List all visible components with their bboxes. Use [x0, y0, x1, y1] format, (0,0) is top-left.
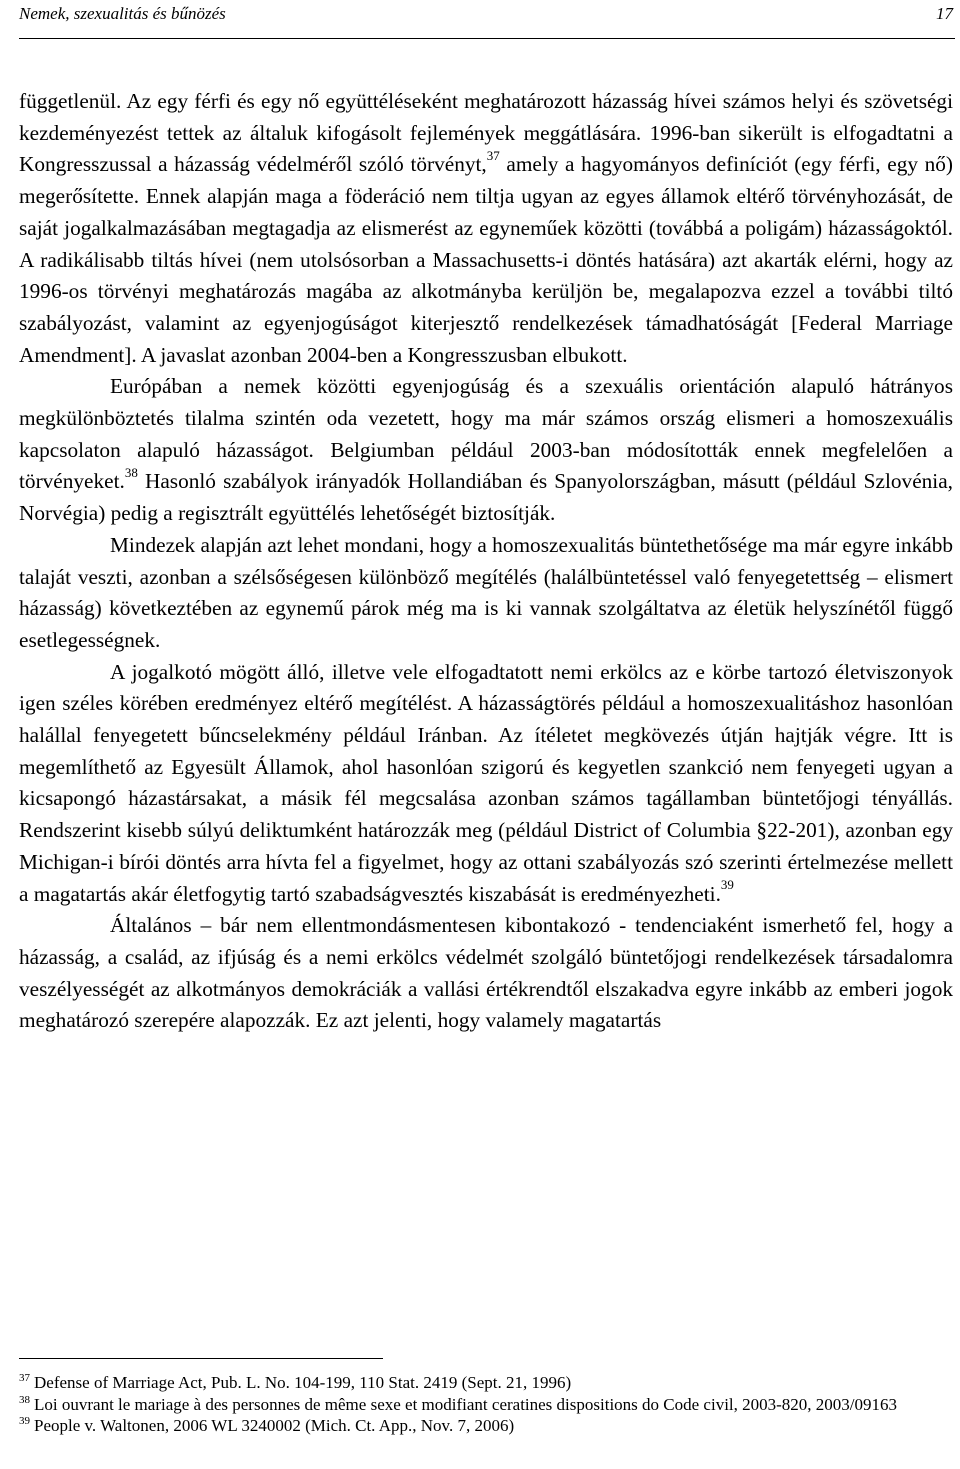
footnote-text: Loi ouvrant le mariage à des personnes de même sexe et modifiant ceratines dispositions do Code civil, 2003-820, 2003/09163: [34, 1394, 898, 1414]
page-number: 17: [936, 4, 953, 23]
footnote-text: People v. Waltonen, 2006 WL 3240002 (Mich. Ct. App., Nov. 7, 2006): [34, 1416, 515, 1435]
footnote-divider: [19, 1358, 383, 1359]
footnote-ref-37: 37: [486, 148, 500, 164]
paragraph-2: [19, 371, 953, 530]
footnote-text: Defense of Marriage Act, Pub. L. No. 104-199, 110 Stat. 2419 (Sept. 21, 1996): [34, 1373, 572, 1392]
footnote-37: [19, 1372, 953, 1394]
header-divider: [19, 38, 955, 39]
footnote-number: 37: [19, 1372, 30, 1385]
footnote-number: 39: [19, 1415, 30, 1428]
footnote-ref-39: 39: [720, 877, 734, 893]
footnote-38: [19, 1394, 953, 1416]
paragraph-2-text-b: Hasonló szabályok irányadók Hollandiában és Spanyolországban, másutt (például Szlovénia, Norvégia) pedig a regisztrált együttélés lehetőségét biztosítják.: [19, 469, 953, 526]
paragraph-3: [19, 530, 953, 657]
paragraph-1-text-a: függetlenül. Az egy férfi és egy nő együttéléseként meghatározott házasság hívei számos helyi és szövetségi kezdeményezést tettek az általuk kifogásolt fejlemények meggátlására. 1996-ban sikerült is elfogadtatni a Kongresszussal a házasság védelméről szóló törvényt,: [19, 89, 953, 177]
paragraph-3-text: Mindezek alapján azt lehet mondani, hogy a homoszexualitás büntethetősége ma már egyre inkább talaját veszti, azonban a szélsőségesen különböző megítélés (halálbüntetéssel való fenyegetettség – elismert házasság) következtében az egynemű párok még ma is ki vannak szolgáltatva az életük helyszínétől függő esetlegességnek.: [19, 532, 953, 652]
paragraph-1: [19, 86, 953, 371]
paragraph-2-text-a: Európában a nemek közötti egyenjogúság és a szexuális orientáción alapuló hátrányos megkülönböztetés tilalma szintén oda vezetett, hogy ma már számos ország elismeri a homoszexuális kapcsolaton alapuló házasságot. Belgiumban például 2003-ban módosították ennek megfelelően a törvényeket.: [19, 374, 953, 494]
running-header: [19, 2, 953, 30]
paragraph-4: [19, 657, 953, 911]
paragraph-5-text: Általános – bár nem ellentmondásmentesen kibontakozó - tendenciaként ismerhető fel, hogy a házasság, a család, az ifjúság és a nemi erkölcs védelmét szolgáló büntetőjogi rendelkezések társadalomra veszélyességét az alkotmányos demokráciák a vallási értékrendtől elszakadva egyre inkább az emberi jogok meghatározó szerepére alapozzák. Ez azt jelenti, hogy valamely magatartás: [19, 913, 953, 1033]
body-text: [19, 86, 953, 1037]
paragraph-1-text-b: amely a hagyományos definíciót (egy férfi, egy nő) megerősítette. Ennek alapján maga a föderáció nem tiltja ugyan az egyes államok eltérő törvényhozását, de saját jogalkalmazásában megtagadja az elismerést az egyneműek közötti (továbbá a poligám) házasságoktól. A radikálisabb tiltás hívei (nem utolsósorban a Massachusetts-i döntés hatására) azt akarták elérni, hogy az 1996-os törvényi meghatározás magába az alkotmányba kerüljön be, megalapozva ezzel a további tiltó szabályozást, valamint az egyenjogúságot kiterjesztő rendelkezések támadhatóságát [Federal Marriage Amendment]. A javaslat azonban 2004-ben a Kongresszusban elbukott.: [19, 152, 953, 367]
footnote-number: 38: [19, 1393, 30, 1406]
paragraph-4-text-a: A jogalkotó mögött álló, illetve vele elfogadtatott nemi erkölcs az e körbe tartozó életviszonyok igen széles körében eredményez eltérő megítélést. A házasságtörés például a homoszexualitáshoz hasonlóan halállal fenyegetett bűncselekmény például Iránban. Az ítéletet megkövezés útján hajtják végre. Itt is megemlíthető az Egyesült Államok, ahol hasonlóan szigorú és kegyetlen szankció nem fenyegeti ugyan a kicsapongó házastársakat, a másik fél megcsalása azonban számos tagállamban büntetőjogi tényállás. Rendszerint kisebb súlyú deliktumként határozzák meg (például District of Columbia §22-201), azonban egy Michigan-i bírói döntés arra hívta fel a figyelmet, hogy az ottani szabályozás szó szerinti értelmezése mellett a magatartás akár életfogytig tartó szabadságvesztés kiszabását is eredményezheti.: [19, 659, 953, 906]
paragraph-5: [19, 910, 953, 1037]
footnote-ref-38: 38: [124, 465, 138, 481]
running-title: Nemek, szexualitás és bűnözés: [19, 4, 226, 23]
footnote-39: [19, 1415, 953, 1437]
footnotes: [19, 1372, 953, 1437]
